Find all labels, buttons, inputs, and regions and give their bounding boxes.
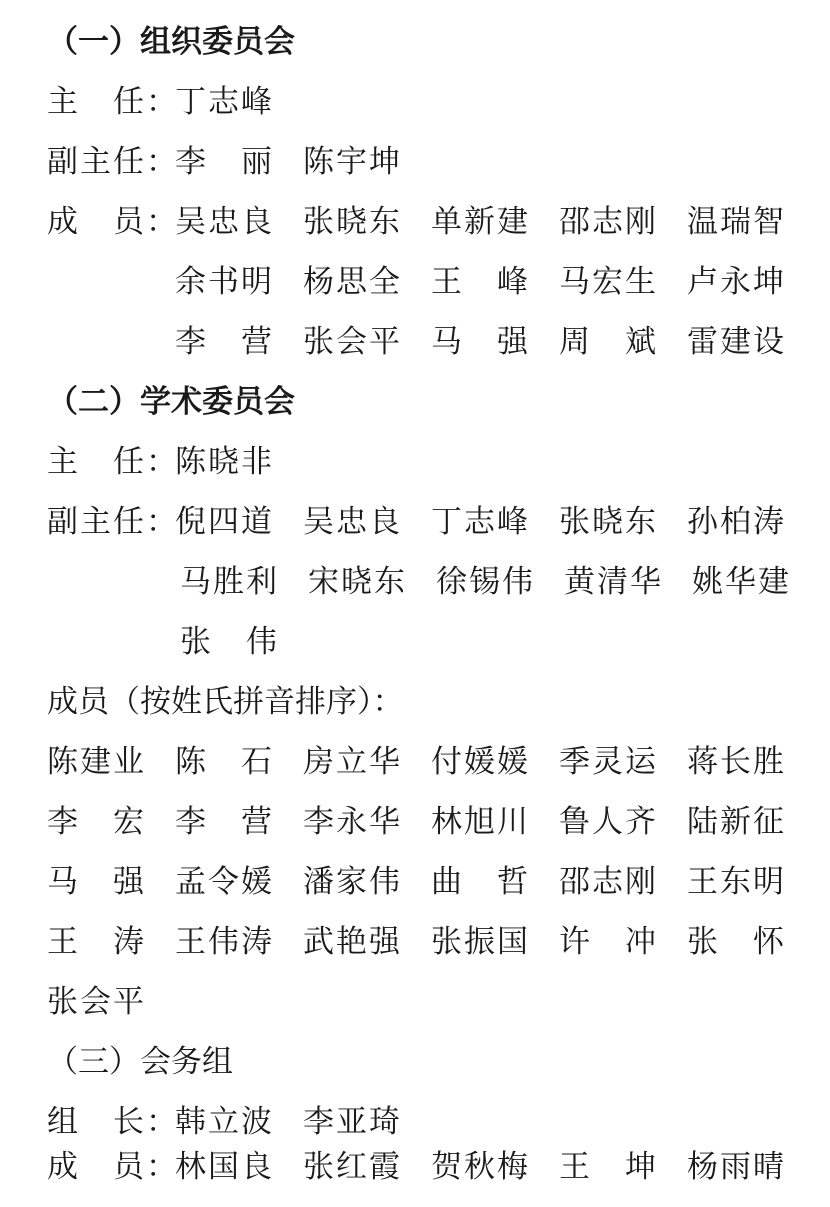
member-name: 邵志刚 <box>559 204 658 240</box>
leader-name: 韩立波 <box>175 1104 274 1140</box>
member-name: 孟令媛 <box>175 864 274 900</box>
section-1-heading: （一）组织委员会 <box>47 24 295 60</box>
deputy-name: 吴忠良 <box>303 504 402 540</box>
section-1-members-row-1 <box>0 200 830 244</box>
director-label: 主 任： <box>47 444 179 480</box>
section-1-members-row-3 <box>0 320 830 364</box>
member-name: 杨思全 <box>303 264 402 300</box>
member-name: 余书明 <box>175 264 274 300</box>
member-name: 单新建 <box>431 204 530 240</box>
member-name: 蒋长胜 <box>687 744 786 780</box>
member-name: 张振国 <box>431 924 530 960</box>
member-name: 张晓东 <box>303 204 402 240</box>
member-name: 鲁人齐 <box>559 804 658 840</box>
deputy-name: 倪四道 <box>175 504 274 540</box>
director-label: 主 任： <box>47 84 179 120</box>
member-name: 张会平 <box>303 324 402 360</box>
member-name: 陆新征 <box>687 804 786 840</box>
section-1-director-row <box>0 80 830 124</box>
member-name: 张红霞 <box>303 1149 402 1185</box>
member-name: 张会平 <box>47 984 146 1020</box>
member-name: 雷建设 <box>687 324 786 360</box>
members-label: 成 员： <box>47 1149 179 1185</box>
section-3-heading: （三）会务组 <box>47 1044 233 1080</box>
deputy-name: 张晓东 <box>559 504 658 540</box>
deputy-name: 陈宇坤 <box>303 144 402 180</box>
deputy-name: 徐锡伟 <box>436 564 535 600</box>
director-name: 陈晓非 <box>175 444 274 480</box>
member-name: 王 峰 <box>431 264 530 300</box>
member-name: 李 营 <box>175 324 274 360</box>
deputy-name: 丁志峰 <box>431 504 530 540</box>
member-name: 陈建业 <box>47 744 146 780</box>
member-name: 马 强 <box>431 324 530 360</box>
section-2-members-row-1 <box>0 740 830 784</box>
section-2-members-label-row <box>0 680 830 724</box>
section-2-deputy-row-1 <box>0 500 830 544</box>
member-name: 林旭川 <box>431 804 530 840</box>
section-2-members-row-2 <box>0 800 830 844</box>
member-name: 季灵运 <box>559 744 658 780</box>
member-name: 陈 石 <box>175 744 274 780</box>
deputy-name: 黄清华 <box>564 564 663 600</box>
members-label: 成员（按姓氏拼音排序）： <box>47 684 404 720</box>
member-name: 王东明 <box>687 864 786 900</box>
section-3-leader-row <box>0 1100 830 1144</box>
member-name: 卢永坤 <box>687 264 786 300</box>
deputy-name: 孙柏涛 <box>687 504 786 540</box>
section-2-director-row <box>0 440 830 484</box>
director-name: 丁志峰 <box>175 84 274 120</box>
member-name: 武艳强 <box>303 924 402 960</box>
member-name: 房立华 <box>303 744 402 780</box>
member-name: 曲 哲 <box>431 864 530 900</box>
section-3-members-row <box>0 1145 830 1189</box>
member-name: 贺秋梅 <box>431 1149 530 1185</box>
member-name: 李永华 <box>303 804 402 840</box>
section-2-deputy-row-2 <box>0 560 830 604</box>
member-name: 王 坤 <box>559 1149 658 1185</box>
deputy-label: 副主任： <box>47 144 179 180</box>
member-name: 林国良 <box>175 1149 274 1185</box>
member-name: 李 宏 <box>47 804 146 840</box>
member-name: 潘家伟 <box>303 864 402 900</box>
section-2-members-row-4 <box>0 920 830 964</box>
deputy-name: 李 丽 <box>175 144 274 180</box>
section-1-deputy-row <box>0 140 830 184</box>
member-name: 付媛媛 <box>431 744 530 780</box>
deputy-name: 张 伟 <box>180 624 279 660</box>
deputy-name: 宋晓东 <box>308 564 407 600</box>
member-name: 马宏生 <box>559 264 658 300</box>
section-2-members-row-5 <box>0 980 830 1024</box>
member-name: 邵志刚 <box>559 864 658 900</box>
leader-name: 李亚琦 <box>303 1104 402 1140</box>
leader-label: 组 长： <box>47 1104 179 1140</box>
member-name: 吴忠良 <box>175 204 274 240</box>
deputy-name: 姚华建 <box>692 564 791 600</box>
members-label: 成 员： <box>47 204 179 240</box>
section-2-members-row-3 <box>0 860 830 904</box>
member-name: 温瑞智 <box>687 204 786 240</box>
member-name: 周 斌 <box>559 324 658 360</box>
member-name: 王伟涛 <box>175 924 274 960</box>
deputy-name: 马胜利 <box>180 564 279 600</box>
member-name: 李 营 <box>175 804 274 840</box>
member-name: 许 冲 <box>559 924 658 960</box>
member-name: 杨雨晴 <box>687 1149 786 1185</box>
section-2-heading: （二）学术委员会 <box>47 384 295 420</box>
deputy-label: 副主任： <box>47 504 179 540</box>
member-name: 王 涛 <box>47 924 146 960</box>
section-1-members-row-2 <box>0 260 830 304</box>
member-name: 张 怀 <box>687 924 786 960</box>
section-2-deputy-row-3 <box>0 620 830 664</box>
member-name: 马 强 <box>47 864 146 900</box>
